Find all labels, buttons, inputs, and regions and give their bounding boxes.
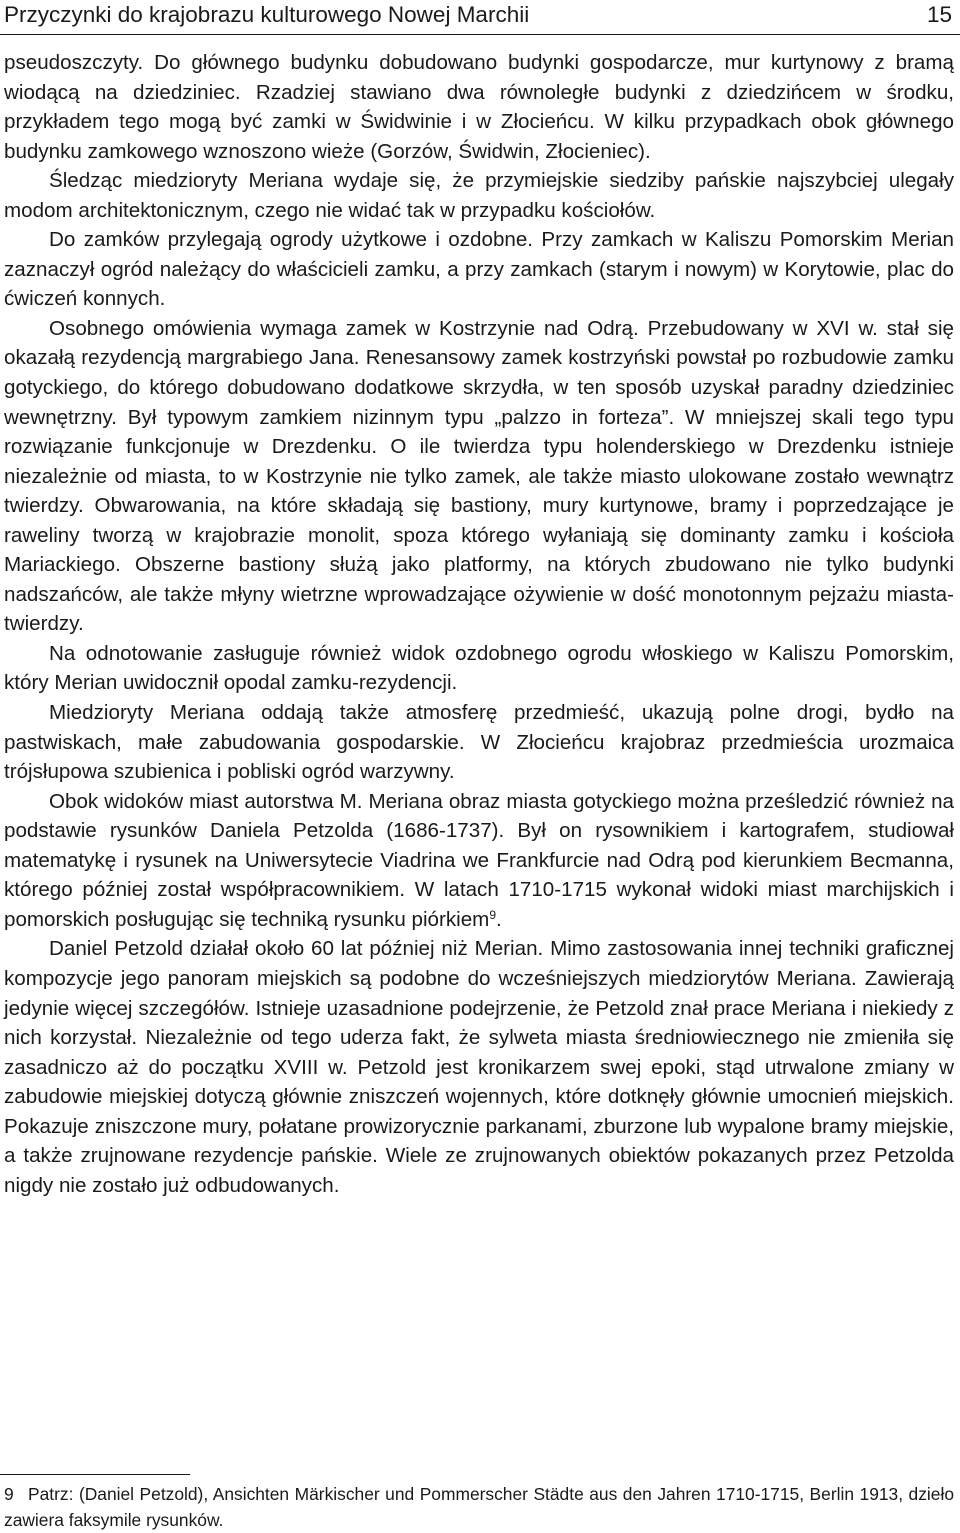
footnote-reference[interactable]: 9	[489, 907, 497, 922]
running-header	[4, 0, 952, 34]
footnote-text: Patrz: (Daniel Petzold), Ansichten Märkischer und Pommerscher Städte aus den Jahren 1710-1715, Berlin 1913, dzieło zawiera faksymile rysunków.	[4, 1484, 954, 1530]
body-text	[4, 48, 954, 1200]
footnote-rule	[0, 1474, 190, 1475]
paragraph-7-text: Obok widoków miast autorstwa M. Meriana obraz miasta gotyckiego można prześledzić również na podstawie rysunków Daniela Petzolda (1686-1737). Był on rysownikiem i kartografem, studiował matematykę i rysunek na Uniwersytecie Viadrina we Frankfurcie nad Odrą pod kierunkiem Becmanna, którego później został współpracownikiem. W latach 1710-1715 wykonał widoki miast marchijskich i pomorskich posługując się techniką rysunku piórkiem	[4, 789, 954, 931]
paragraph-5: Na odnotowanie zasługuje również widok ozdobnego ogrodu włoskiego w Kaliszu Pomorskim, który Merian uwidocznił opodal zamku-rezydencji.	[4, 641, 954, 695]
paragraph-4: Osobnego omówienia wymaga zamek w Kostrzynie nad Odrą. Przebudowany w XVI w. stał się okazałą rezydencją margrabiego Jana. Renesansowy zamek kostrzyński powstał po rozbudowie zamku gotyckiego, do którego dobudowano dodatkowe skrzydła, w ten sposób uzyskał paradny dziedziniec wewnętrzny. Był typowym zamkiem nizinnym typu „palzzo in forteza”. W mniejszej skali tego typu rozwiązanie funkcjonuje w Drezdenku. O ile twierdza typu holenderskiego w Drezdenku istnieje niezależnie od miasta, to w Kostrzynie nie tylko zamek, ale także miasto ulokowane zostało wewnątrz twierdzy. Obwarowania, na które składają się bastiony, mury kurtynowe, bramy i poprzedzające je raweliny tworzą w krajobrazie monolit, spoza którego wyłaniają się dominanty zamku i kościoła Mariackiego. Obszerne bastiony służą jako platformy, na których zbudowano nie tylko budynki nadszańców, ale także młyny wietrzne wprowadzające ożywienie w dość monotonnym pejzażu miasta-twierdzy.	[4, 316, 954, 636]
paragraph-7-tail: .	[496, 907, 502, 931]
paragraph-7	[4, 787, 954, 935]
paragraph-2: Śledząc miedzioryty Meriana wydaje się, że przymiejskie siedziby pańskie najszybciej ulegały modom architektonicznym, czego nie widać tak w przypadku kościołów.	[4, 169, 954, 222]
footnote-number: 9	[4, 1484, 14, 1504]
running-title: Przyczynki do krajobrazu kulturowego Nowej Marchii	[4, 2, 530, 27]
paragraph-3: Do zamków przylegają ogrody użytkowe i ozdobne. Przy zamkach w Kaliszu Pomorskim Merian zaznaczył ogród należący do właścicieli zamku, a przy zamkach (starym i nowym) w Korytowie, plac do ćwiczeń konnych.	[4, 228, 954, 311]
header-rule	[0, 34, 960, 35]
paragraph-6: Miedzioryty Meriana oddają także atmosferę przedmieść, ukazują polne drogi, bydło na pastwiskach, małe zabudowania gospodarskie. W Złocieńcu krajobraz przedmieścia urozmaica trójsłupowa szubienica i pobliski ogród warzywny.	[4, 701, 954, 784]
page-number: 15	[926, 2, 952, 27]
paragraph-8: Daniel Petzold działał około 60 lat później niż Merian. Mimo zastosowania innej techniki graficznej kompozycje jego panoram miejskich są podobne do wcześniejszych miedziorytów Meriana. Zawierają jedynie więcej szczegółów. Istnieje uzasadnione podejrzenie, że Petzold znał prace Meriana i niekiedy z nich korzystał. Niezależnie od tego uderza fakt, że sylweta miasta średniowiecznego nie zmieniła się zasadniczo aż do początku XVIII w. Petzold jest kronikarzem swej epoki, stąd utrwalone zmiany w zabudowie miejskiej dotyczą głównie zniszczeń wojennych, które dotknęły głównie umocnień miejskich. Pokazuje zniszczone mury, połatane prowizorycznie parkanami, zburzone lub wypalone bramy miejskie, a także zrujnowane rezydencje pańskie. Wiele ze zrujnowanych obiektów pokazanych przez Petzolda nigdy nie zostało już odbudowanych.	[4, 937, 954, 1197]
paragraph-1: pseudoszczyty. Do głównego budynku dobudowano budynki gospodarcze, mur kurtynowy z bramą wiodącą na dziedziniec. Rzadziej stawiano dwa równoległe budynki z dziedzińcem w środku, przykładem tego mogą być zamki w Świdwinie i w Złocieńcu. W kilku przypadkach obok głównego budynku zamkowego wznoszono wieże (Gorzów, Świdwin, Złocieniec).	[4, 51, 954, 163]
footnote	[4, 1481, 954, 1533]
